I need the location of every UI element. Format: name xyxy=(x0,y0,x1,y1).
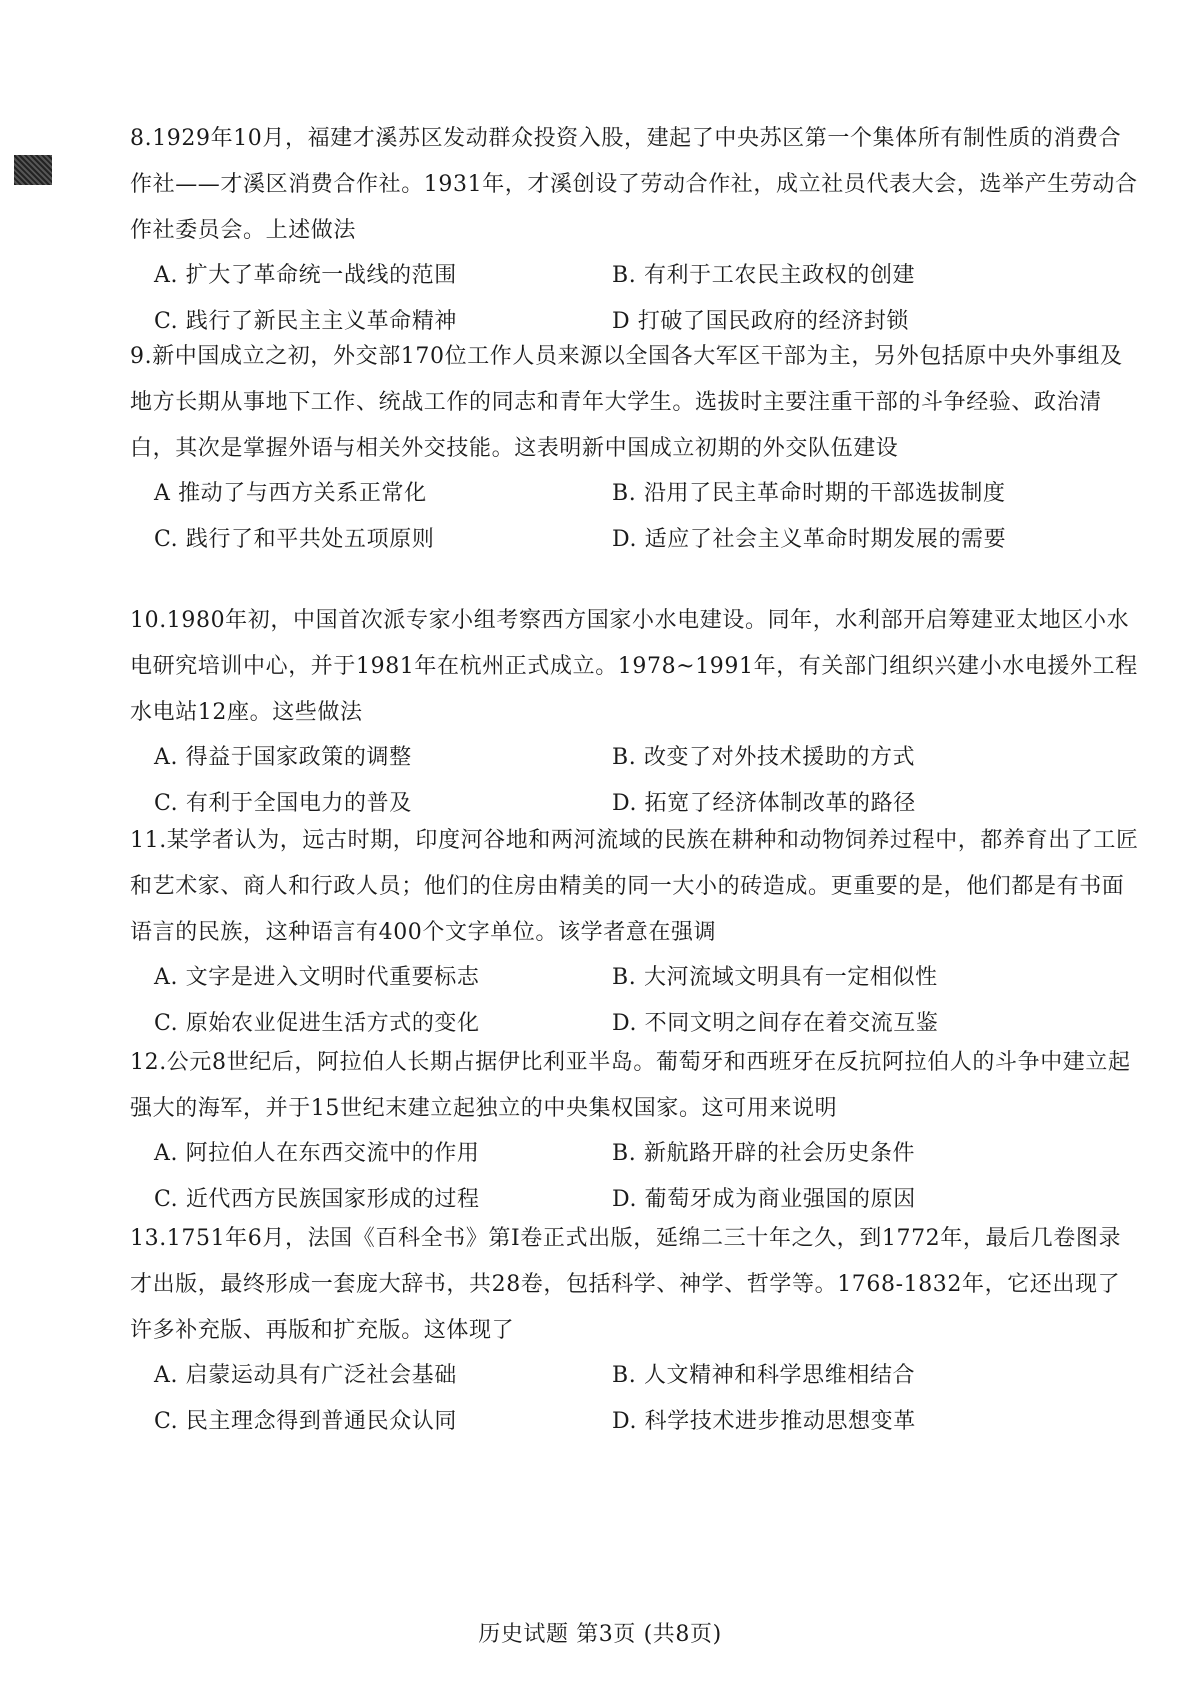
question-13 xyxy=(130,1216,1140,1446)
question-stem xyxy=(130,1040,1140,1132)
option-c: C. 民主理念得到普通民众认同 xyxy=(154,1409,458,1434)
question-stem xyxy=(130,598,1140,736)
options xyxy=(154,472,1140,564)
question-9 xyxy=(130,334,1140,564)
question-number: 9. xyxy=(130,344,153,369)
option-a: A. 文字是进入文明时代重要标志 xyxy=(154,965,480,990)
option-d: D. 科学技术进步推动思想变革 xyxy=(612,1409,916,1434)
options xyxy=(154,736,1140,828)
option-a: A. 启蒙运动具有广泛社会基础 xyxy=(154,1363,457,1388)
question-11 xyxy=(130,818,1140,1048)
option-a: A. 扩大了革命统一战线的范围 xyxy=(154,263,457,288)
options xyxy=(154,254,1140,346)
question-number: 12. xyxy=(130,1050,167,1075)
question-text: 1980年初，中国首次派专家小组考察西方国家小水电建设。同年，水利部开启筹建亚太地区小水电研究培训中心，并于1981年在杭州正式成立。1978~1991年，有关部门组织兴建小水电援外工程水电站12座。这些做法 xyxy=(130,608,1138,725)
option-c: C. 践行了和平共处五项原则 xyxy=(154,527,435,552)
question-stem xyxy=(130,116,1140,254)
option-d: D 打破了国民政府的经济封锁 xyxy=(612,309,910,334)
question-number: 13. xyxy=(130,1226,167,1251)
question-stem xyxy=(130,334,1140,472)
option-a: A 推动了与西方关系正常化 xyxy=(154,481,427,506)
option-a: A. 阿拉伯人在东西交流中的作用 xyxy=(154,1141,480,1166)
option-b: B. 新航路开辟的社会历史条件 xyxy=(612,1141,916,1166)
option-b: B. 沿用了民主革命时期的干部选拔制度 xyxy=(612,481,1006,506)
option-d: D. 拓宽了经济体制改革的路径 xyxy=(612,791,916,816)
options xyxy=(154,1132,1140,1224)
question-number: 8. xyxy=(130,126,153,151)
question-number: 10. xyxy=(130,608,167,633)
option-d: D. 适应了社会主义革命时期发展的需要 xyxy=(612,527,1007,552)
option-b: B. 人文精神和科学思维相结合 xyxy=(612,1363,916,1388)
option-d: D. 葡萄牙成为商业强国的原因 xyxy=(612,1187,916,1212)
question-8 xyxy=(130,116,1140,346)
options xyxy=(154,956,1140,1048)
option-c: C. 原始农业促进生活方式的变化 xyxy=(154,1011,480,1036)
question-text: 新中国成立之初，外交部170位工作人员来源以全国各大军区干部为主，另外包括原中央外事组及地方长期从事地下工作、统战工作的同志和青年大学生。选拔时主要注重干部的斗争经验、政治清白，其次是掌握外语与相关外交技能。这表明新中国成立初期的外交队伍建设 xyxy=(130,344,1123,461)
options xyxy=(154,1354,1140,1446)
option-c: C. 近代西方民族国家形成的过程 xyxy=(154,1187,480,1212)
question-text: 公元8世纪后，阿拉伯人长期占据伊比利亚半岛。葡萄牙和西班牙在反抗阿拉伯人的斗争中建立起强大的海军，并于15世纪末建立起独立的中央集权国家。这可用来说明 xyxy=(130,1050,1131,1121)
option-c: C. 践行了新民主主义革命精神 xyxy=(154,309,458,334)
option-a: A. 得益于国家政策的调整 xyxy=(154,745,412,770)
question-stem xyxy=(130,818,1140,956)
option-b: B. 有利于工农民主政权的创建 xyxy=(612,263,916,288)
question-10 xyxy=(130,598,1140,828)
option-b: B. 大河流域文明具有一定相似性 xyxy=(612,965,938,990)
question-text: 某学者认为，远古时期，印度河谷地和两河流域的民族在耕种和动物饲养过程中，都养育出了工匠和艺术家、商人和行政人员；他们的住房由精美的同一大小的砖造成。更重要的是，他们都是有书面语言的民族，这种语言有400个文字单位。该学者意在强调 xyxy=(130,828,1139,945)
question-text: 1929年10月，福建才溪苏区发动群众投资入股，建起了中央苏区第一个集体所有制性质的消费合作社——才溪区消费合作社。1931年，才溪创设了劳动合作社，成立社员代表大会，选举产生劳动合作社委员会。上述做法 xyxy=(130,126,1138,243)
page-footer: 历史试题 第3页 (共8页) xyxy=(478,1622,722,1647)
option-c: C. 有利于全国电力的普及 xyxy=(154,791,412,816)
question-12 xyxy=(130,1040,1140,1224)
option-d: D. 不同文明之间存在着交流互鉴 xyxy=(612,1011,939,1036)
question-stem xyxy=(130,1216,1140,1354)
option-b: B. 改变了对外技术援助的方式 xyxy=(612,745,916,770)
question-number: 11. xyxy=(130,828,167,853)
question-text: 1751年6月，法国《百科全书》第I卷正式出版，延绵二三十年之久，到1772年，最后几卷图录才出版，最终形成一套庞大辞书，共28卷，包括科学、神学、哲学等。1768-1832年，它还出现了许多补充版、再版和扩充版。这体现了 xyxy=(130,1226,1122,1343)
